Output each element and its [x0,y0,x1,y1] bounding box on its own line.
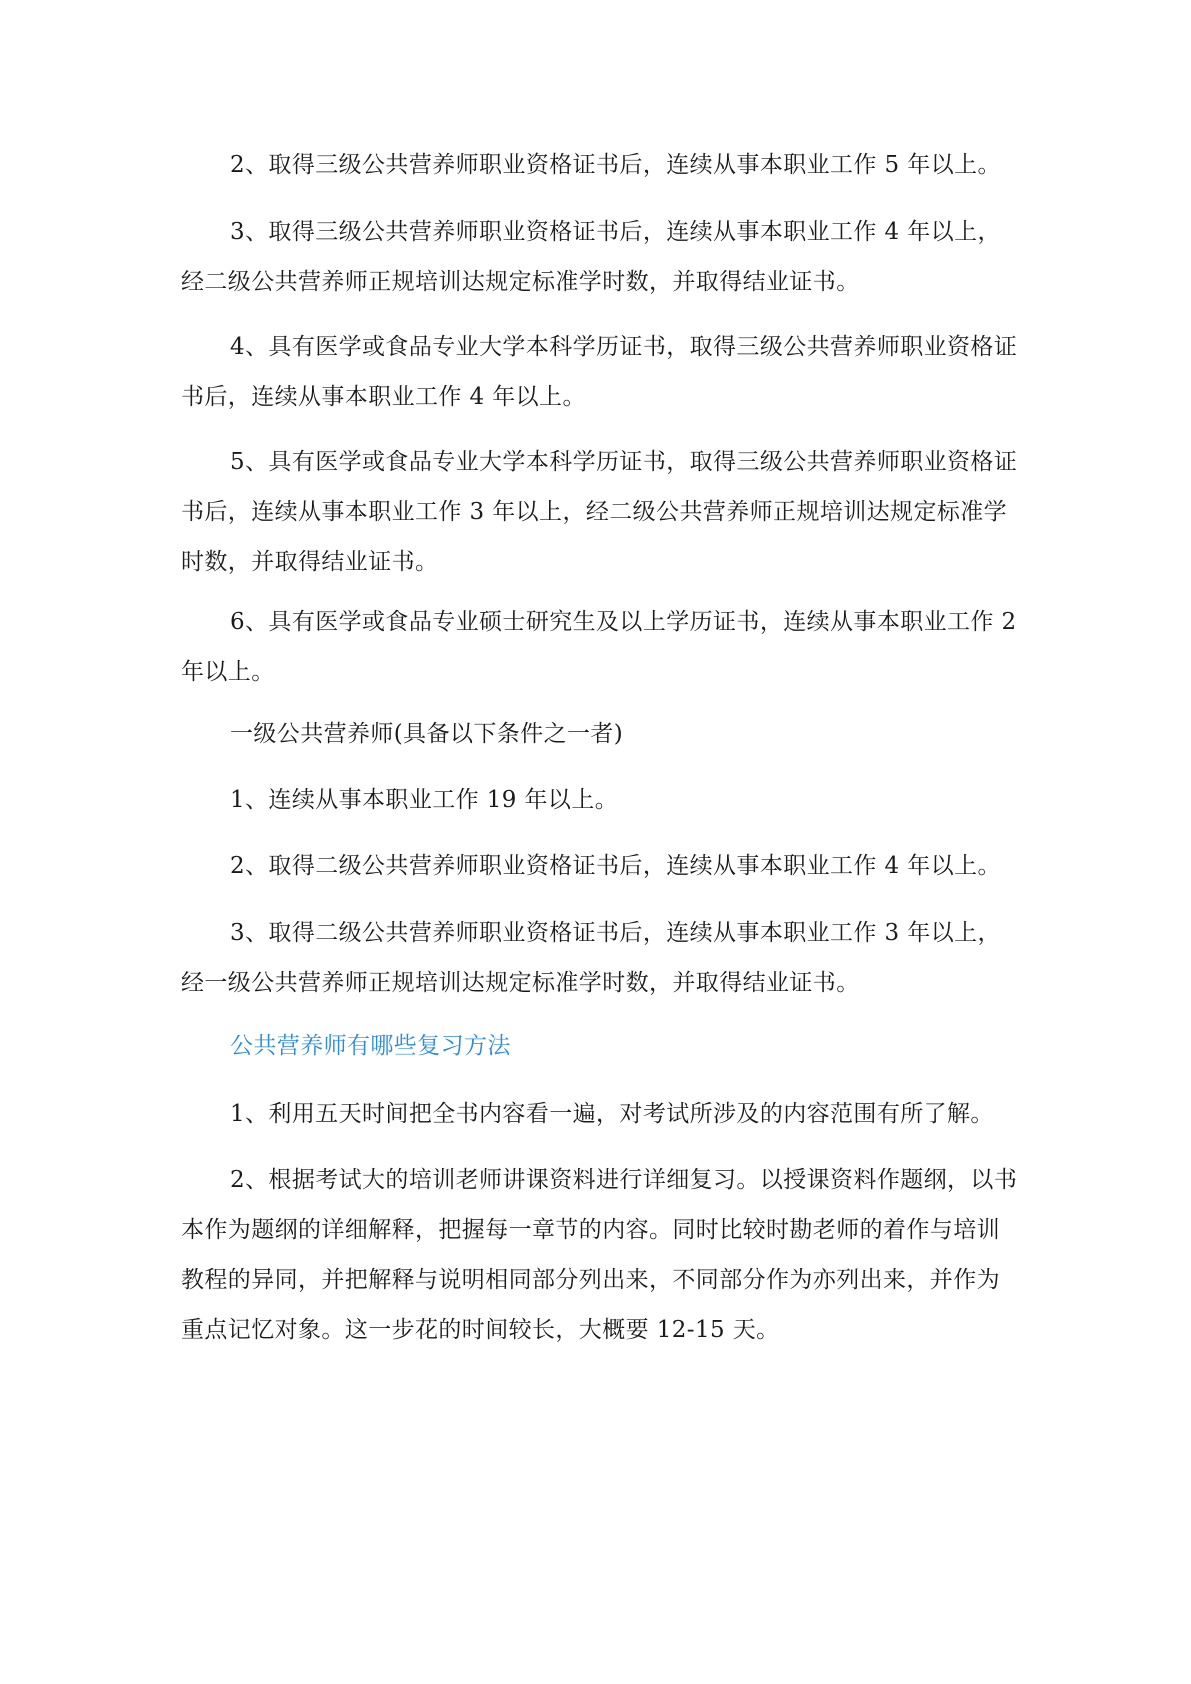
paragraph-level2-item5: 5、具有医学或食品专业大学本科学历证书，取得三级公共营养师职业资格证书后，连续从事本职业工作 3 年以上，经二级公共营养师正规培训达规定标准学时数，并取得结业证书。 [181,449,1018,575]
paragraph-level2-item4: 4、具有医学或食品专业大学本科学历证书，取得三级公共营养师职业资格证书后，连续从事本职业工作 4 年以上。 [181,334,1018,410]
paragraph-method-item2: 2、根据考试大的培训老师讲课资料进行详细复习。以授课资料作题纲，以书本作为题纲的详细解释，把握每一章节的内容。同时比较时勘老师的着作与培训教程的异同，并把解释与说明相同部分列出来，不同部分作为亦列出来，并作为重点记忆对象。这一步花的时间较长，大概要 12-15 天。 [181,1167,1018,1343]
paragraph-level2-item6: 6、具有医学或食品专业硕士研究生及以上学历证书，连续从事本职业工作 2 年以上。 [181,609,1017,685]
paragraph-level1-title: 一级公共营养师(具备以下条件之一者) [230,721,624,747]
paragraph-level2-item3: 3、取得三级公共营养师职业资格证书后，连续从事本职业工作 4 年以上，经二级公共营养师正规培训达规定标准学时数，并取得结业证书。 [181,219,1001,295]
section-heading-review-methods: 公共营养师有哪些复习方法 [230,1033,511,1059]
paragraph-method-item1: 1、利用五天时间把全书内容看一遍，对考试所涉及的内容范围有所了解。 [230,1101,994,1127]
paragraph-level1-item2: 2、取得二级公共营养师职业资格证书后，连续从事本职业工作 4 年以上。 [230,853,1001,879]
paragraph-level1-item1: 1、连续从事本职业工作 19 年以上。 [230,787,619,813]
paragraph-level1-item3: 3、取得二级公共营养师职业资格证书后，连续从事本职业工作 3 年以上，经一级公共营养师正规培训达规定标准学时数，并取得结业证书。 [181,920,1001,996]
paragraph-level2-item2: 2、取得三级公共营养师职业资格证书后，连续从事本职业工作 5 年以上。 [230,152,1001,178]
